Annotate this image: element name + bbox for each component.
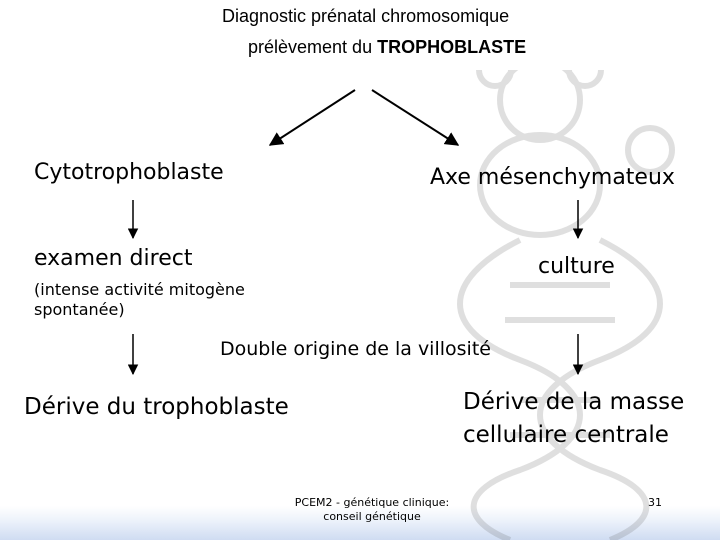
culture-label: culture	[538, 254, 615, 279]
activite-mitogene-note: (intense activité mitogène spontanée)	[34, 280, 245, 319]
footer-course-text: PCEM2 - génétique clinique: conseil génétique	[294, 496, 450, 523]
derive-trophoblaste-label: Dérive du trophoblaste	[24, 394, 289, 420]
page-number: 31	[648, 496, 662, 509]
derive-masse-cellulaire-label: Dérive de la masse cellulaire centrale	[463, 389, 685, 448]
examen-direct-label: examen direct	[34, 246, 193, 271]
title-line-1: Diagnostic prénatal chromosomique	[222, 6, 510, 26]
double-origine-label: Double origine de la villosité	[220, 338, 491, 360]
axe-mesenchymateux-label: Axe mésenchymateux	[430, 165, 675, 190]
arrow-to-cytotrophoblaste	[270, 90, 355, 145]
cytotrophoblaste-label: Cytotrophoblaste	[34, 160, 224, 185]
title-line-2-prefix: prélèvement du	[248, 37, 378, 57]
arrow-to-axe-mesenchymateux	[372, 90, 458, 145]
title-line-2-bold: TROPHOBLASTE	[377, 37, 527, 57]
